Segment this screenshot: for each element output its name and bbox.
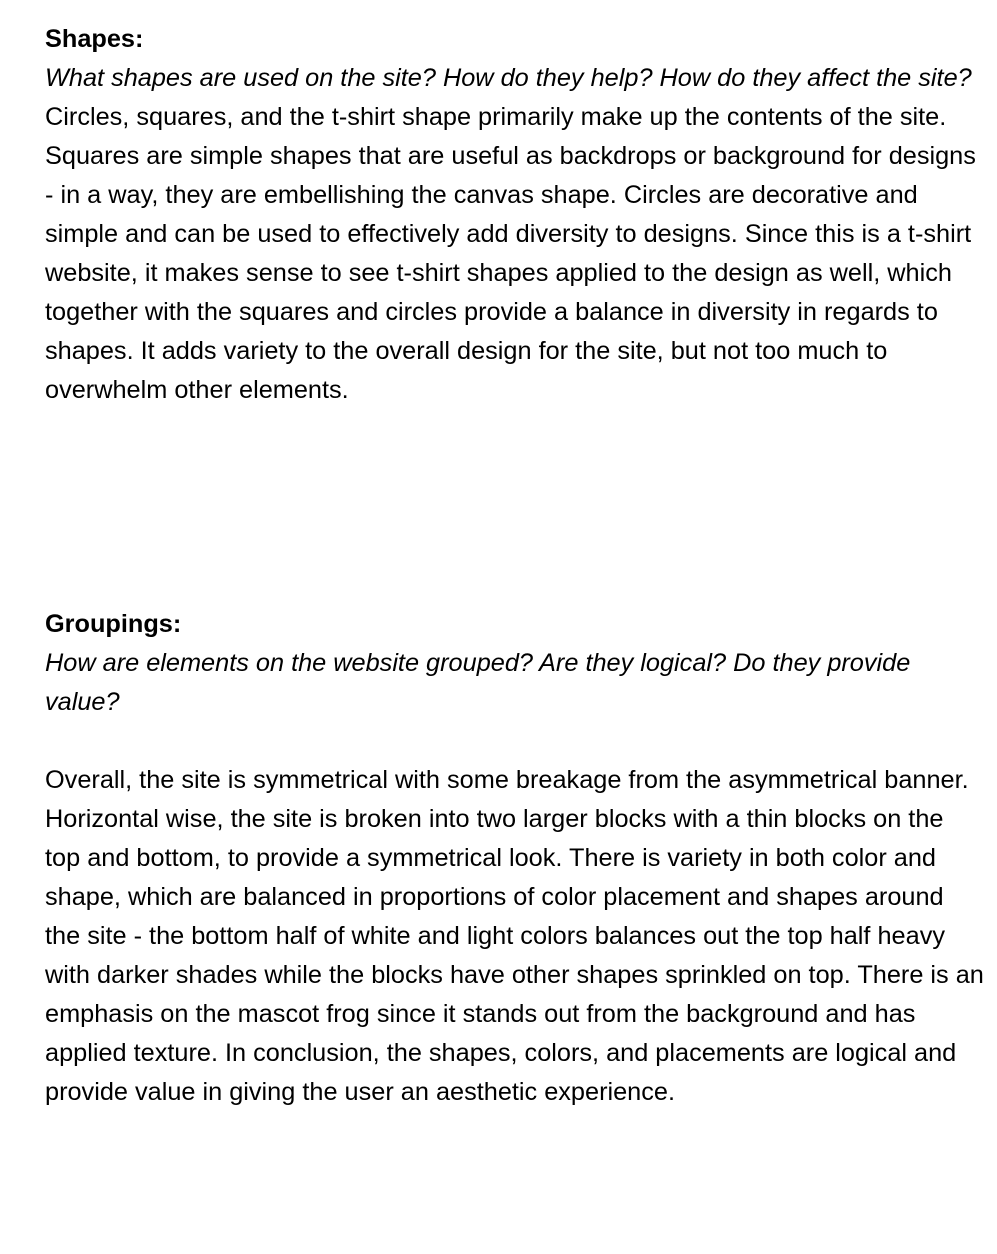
- document-body: [45, 20, 985, 1112]
- shapes-section: [45, 20, 985, 410]
- groupings-answer: Overall, the site is symmetrical with some breakage from the asymmetrical banner. Horizontal wise, the site is broken into two larger blocks with a thin blocks on the top and bottom, to provide a symmetrical look. There is variety in both color and shape, which are balanced in proportions of color placement and shapes around the site - the bottom half of white and light colors balances out the top half heavy with darker shades while the blocks have other shapes sprinkled on top. There is an emphasis on the mascot frog since it stands out from the background and has applied texture. In conclusion, the shapes, colors, and placements are logical and provide value in giving the user an aesthetic experience.: [45, 766, 984, 1106]
- groupings-section: [45, 605, 985, 1112]
- groupings-question: How are elements on the website grouped? Are they logical? Do they provide value?: [45, 649, 911, 716]
- shapes-heading: Shapes:: [45, 25, 144, 53]
- groupings-heading: Groupings:: [45, 610, 182, 638]
- shapes-answer: Circles, squares, and the t-shirt shape primarily make up the contents of the site. Squares are simple shapes that are useful as backdrops or background for designs - in a way, they are embellishing the canvas shape. Circles are decorative and simple and can be used to effectively add diversity to designs. Since this is a t-shirt website, it makes sense to see t-shirt shapes applied to the design as well, which together with the squares and circles provide a balance in diversity in regards to shapes. It adds variety to the overall design for the site, but not too much to overwhelm other elements.: [45, 103, 976, 404]
- section-spacer: [45, 410, 985, 605]
- shapes-question: What shapes are used on the site? How do they help? How do they affect the site?: [45, 64, 972, 92]
- paragraph-spacer: [45, 722, 985, 761]
